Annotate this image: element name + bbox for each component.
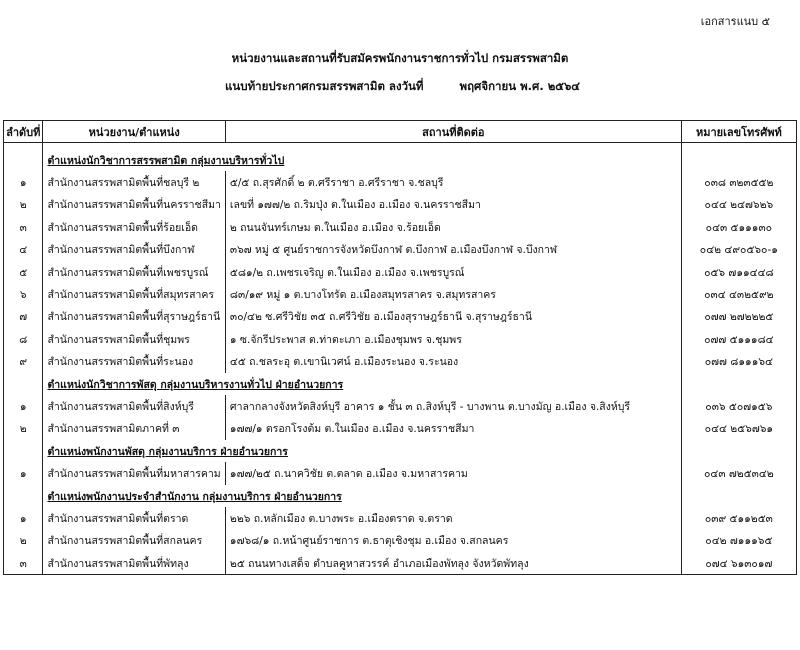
section-phone [681,485,796,507]
row-address: ๑๗๗/๑ ตรอกโรงต้ม ต.ในเมือง อ.เมือง จ.นครราชสีมา [225,418,681,440]
row-unit: สำนักงานสรรพสามิตพื้นที่ชุมพร [43,328,225,350]
row-number: ๒ [4,194,43,216]
recruitment-locations-table [3,120,797,575]
section-title: ตำแหน่งพนักงานพัสดุ กลุ่มงานบริการ ฝ่ายอำนวยการ [43,440,681,462]
row-unit: สำนักงานสรรพสามิตพื้นที่ชลบุรี ๒ [43,171,225,193]
table-row [4,239,797,261]
section-row [4,440,797,462]
table-row [4,283,797,305]
row-number: ๒ [4,418,43,440]
row-address: ๒๕ ถนนทางเสด็จ ตำบลคูหาสวรรค์ อำเภอเมืองพัทลุง จังหวัดพัทลุง [225,552,681,575]
row-phone: ๐๔๓ ๗๒๕๓๔๒ [681,462,796,484]
section-no [4,373,43,395]
row-phone: ๐๔๒ ๗๑๑๑๖๕ [681,530,796,552]
row-address: ๓๖๗ หมู่ ๕ ศูนย์ราชการจังหวัดบึงกาฬ ต.บึงกาฬ อ.เมืองบึงกาฬ จ.บึงกาฬ [225,239,681,261]
row-number: ๓ [4,552,43,575]
section-title: ตำแหน่งพนักงานประจำสำนักงาน กลุ่มงานบริการ ฝ่ายอำนวยการ [43,485,681,507]
row-phone: ๐๕๖ ๗๑๑๔๔๘ [681,261,796,283]
table-row [4,552,797,575]
section-title: ตำแหน่งนักวิชาการสรรพสามิต กลุ่มงานบริหารทั่วไป [43,143,681,172]
section-no [4,485,43,507]
row-unit: สำนักงานสรรพสามิตพื้นที่บึงกาฬ [43,239,225,261]
table-row [4,395,797,417]
row-number: ๓ [4,216,43,238]
section-row [4,485,797,507]
row-number: ๙ [4,351,43,373]
row-unit: สำนักงานสรรพสามิตพื้นที่สมุทรสาคร [43,283,225,305]
row-unit: สำนักงานสรรพสามิตพื้นที่ระนอง [43,351,225,373]
row-phone: ๐๓๖ ๕๐๗๑๕๖ [681,395,796,417]
row-phone: ๐๔๔ ๒๕๖๗๖๑ [681,418,796,440]
row-phone: ๐๗๗ ๒๗๒๒๒๕ [681,306,796,328]
row-phone: ๐๓๘ ๓๒๓๕๕๒ [681,171,796,193]
row-phone: ๐๗๔ ๖๑๓๐๑๗ [681,552,796,575]
section-no [4,143,43,172]
row-number: ๔ [4,239,43,261]
section-title: ตำแหน่งนักวิชาการพัสดุ กลุ่มงานบริหารงานทั่วไป ฝ่ายอำนวยการ [43,373,681,395]
row-address: ๑ ซ.จักรีประพาส ต.ท่าตะเภา อ.เมืองชุมพร จ.ชุมพร [225,328,681,350]
row-address: ๘๓/๑๙ หมู่ ๑ ต.บางโทรัด อ.เมืองสมุทรสาคร จ.สมุทรสาคร [225,283,681,305]
row-address: เลขที่ ๑๗๗/๒ ถ.ริมปุ่ง ต.ในเมือง อ.เมือง จ.นครราชสีมา [225,194,681,216]
header-phone: หมายเลขโทรศัพท์ [681,121,796,143]
row-phone: ๐๗๗ ๘๑๑๑๖๔ [681,351,796,373]
table-row [4,530,797,552]
subtitle-date: พฤศจิกายน พ.ศ. ๒๕๖๔ [459,79,581,93]
row-unit: สำนักงานสรรพสามิตพื้นที่สิงห์บุรี [43,395,225,417]
row-number: ๒ [4,530,43,552]
subtitle-announcement: แนบท้ายประกาศกรมสรรพสามิต ลงวันที่ [225,79,424,93]
row-address: ๕๘๑/๒ ถ.เพชรเจริญ ต.ในเมือง อ.เมือง จ.เพชรบูรณ์ [225,261,681,283]
table-header-row [4,121,797,143]
row-unit: สำนักงานสรรพสามิตพื้นที่สุราษฎร์ธานี [43,306,225,328]
document-title: หน่วยงานและสถานที่รับสมัครพนักงานราชการทั่วไป กรมสรรพสามิต [231,51,569,65]
row-phone: ๐๓๙ ๕๑๑๒๕๓ [681,507,796,529]
table-row [4,171,797,193]
header-unit: หน่วยงาน/ตำแหน่ง [43,121,225,143]
table-row [4,328,797,350]
section-phone [681,440,796,462]
row-unit: สำนักงานสรรพสามิตภาคที่ ๓ [43,418,225,440]
section-phone [681,143,796,172]
row-unit: สำนักงานสรรพสามิตพื้นที่พัทลุง [43,552,225,575]
row-unit: สำนักงานสรรพสามิตพื้นที่นครราชสีมา [43,194,225,216]
row-number: ๕ [4,261,43,283]
table-row [4,462,797,484]
table-row [4,194,797,216]
table-row [4,261,797,283]
row-phone: ๐๔๓ ๕๑๑๑๓๐ [681,216,796,238]
header-address: สถานที่ติดต่อ [225,121,681,143]
row-phone: ๐๔๔ ๒๔๗๖๒๖ [681,194,796,216]
row-address: ๕/๕ ถ.สุรศักดิ์ ๒ ต.ศรีราชา อ.ศรีราชา จ.ชลบุรี [225,171,681,193]
row-unit: สำนักงานสรรพสามิตพื้นที่เพชรบูรณ์ [43,261,225,283]
row-address: ๑๗๖๘/๑ ถ.หน้าศูนย์ราชการ ต.ธาตุเชิงชุม อ.เมือง จ.สกลนคร [225,530,681,552]
section-row [4,373,797,395]
document-reference: เอกสารแนบ ๕ [700,15,770,28]
row-address: ๓๐/๔๒ ซ.ศรีวิชัย ๓๕ ถ.ศรีวิชัย อ.เมืองสุราษฎร์ธานี จ.สุราษฎร์ธานี [225,306,681,328]
table-row [4,418,797,440]
row-phone: ๐๓๔ ๔๓๒๕๙๒ [681,283,796,305]
table-row [4,216,797,238]
section-no [4,440,43,462]
row-unit: สำนักงานสรรพสามิตพื้นที่ร้อยเอ็ด [43,216,225,238]
row-unit: สำนักงานสรรพสามิตพื้นที่มหาสารคาม [43,462,225,484]
row-address: ๒ ถนนจันทร์เกษม ต.ในเมือง อ.เมือง จ.ร้อยเอ็ด [225,216,681,238]
row-phone: ๐๗๗ ๕๑๑๑๘๔ [681,328,796,350]
row-number: ๑ [4,171,43,193]
row-address: ๑๗๗/๒๕ ถ.นาควิชัย ต.ตลาด อ.เมือง จ.มหาสารคาม [225,462,681,484]
row-unit: สำนักงานสรรพสามิตพื้นที่ตราด [43,507,225,529]
section-phone [681,373,796,395]
row-number: ๑ [4,507,43,529]
document-subtitle [225,78,580,96]
row-address: ๒๒๖ ถ.หลักเมือง ต.บางพระ อ.เมืองตราด จ.ตราด [225,507,681,529]
row-address: ๔๕ ถ.ชลระอุ ต.เขานิเวศน์ อ.เมืองระนอง จ.ระนอง [225,351,681,373]
table-row [4,507,797,529]
table-body [4,143,797,575]
row-number: ๘ [4,328,43,350]
row-number: ๑ [4,395,43,417]
header-no: ลำดับที่ [4,121,43,143]
row-unit: สำนักงานสรรพสามิตพื้นที่สกลนคร [43,530,225,552]
row-number: ๖ [4,283,43,305]
row-number: ๗ [4,306,43,328]
table-row [4,351,797,373]
row-number: ๑ [4,462,43,484]
section-row [4,143,797,172]
row-address: ศาลากลางจังหวัดสิงห์บุรี อาคาร ๑ ชั้น ๓ ถ.สิงห์บุรี - บางพาน ต.บางมัญ อ.เมือง จ.สิงห์บุรี [225,395,681,417]
row-phone: ๐๔๒ ๔๙๐๕๖๐-๑ [681,239,796,261]
table-row [4,306,797,328]
